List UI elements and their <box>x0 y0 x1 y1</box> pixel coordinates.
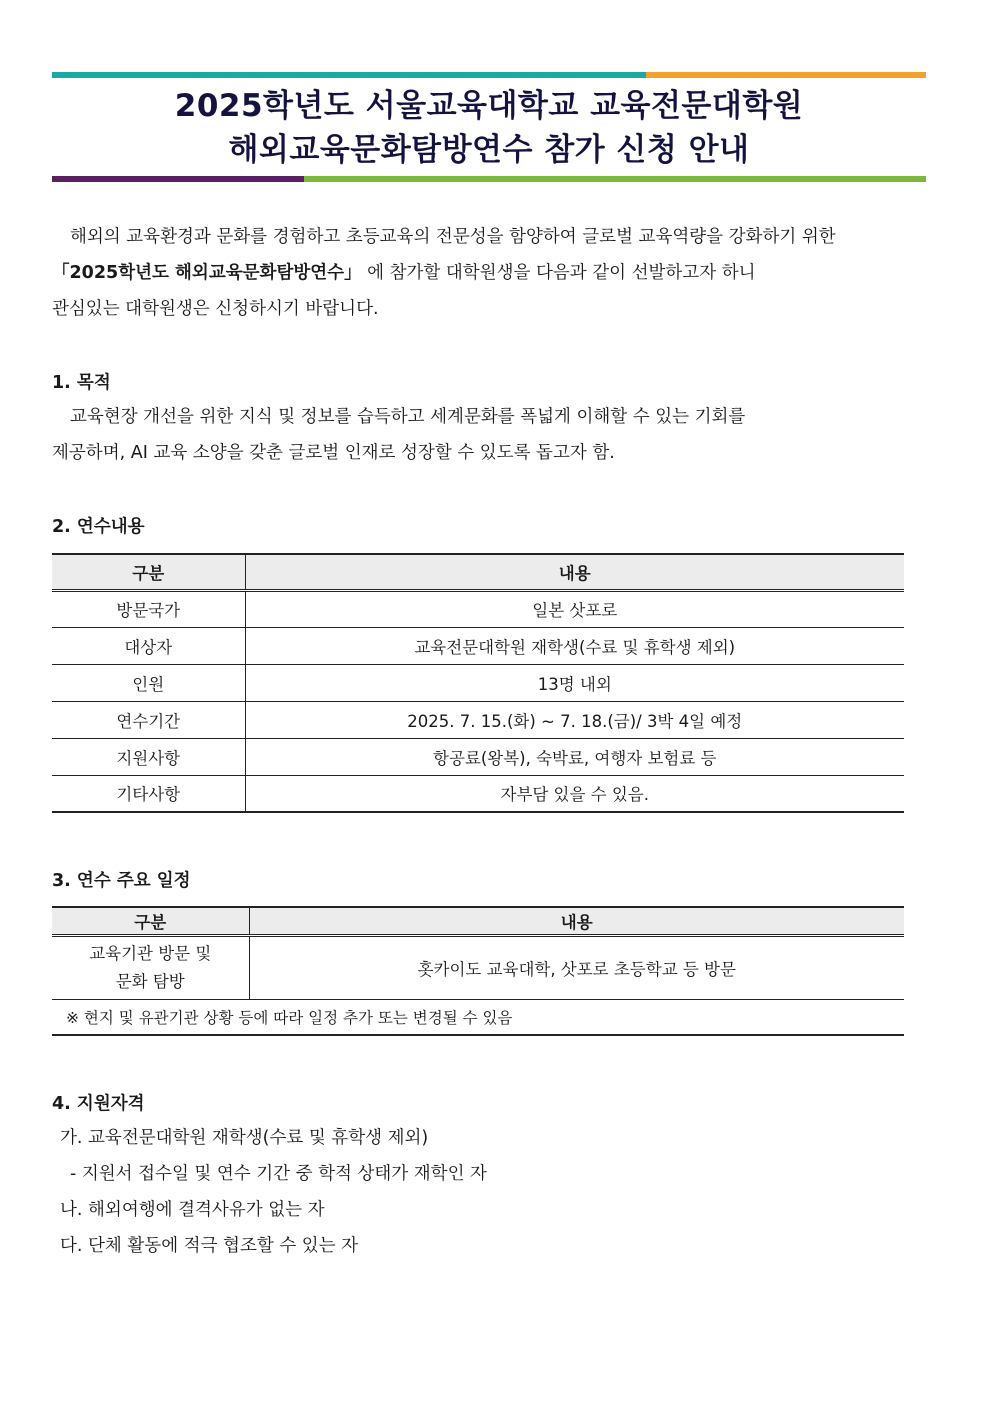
bottom-bar-green <box>304 176 926 182</box>
schedule-table <box>52 906 904 1036</box>
row-label-line1: 교육기관 방문 및 <box>89 943 212 963</box>
row-label <box>52 935 249 999</box>
column-header: 구분 <box>52 907 249 935</box>
bottom-bar-purple <box>52 176 304 182</box>
column-header: 내용 <box>245 554 904 590</box>
table-row <box>52 664 904 701</box>
row-value: 13명 내외 <box>245 664 904 701</box>
row-label: 연수기간 <box>52 701 245 738</box>
row-value: 자부담 있을 수 있음. <box>245 775 904 812</box>
section1-heading: 1. 목적 <box>52 373 111 393</box>
table-note-row <box>52 999 904 1035</box>
page-title-line1: 2025학년도 서울교육대학교 교육전문대학원 <box>174 88 804 124</box>
training-content-table <box>52 553 904 813</box>
section4-heading: 4. 지원자격 <box>52 1094 145 1114</box>
row-value: 홋카이도 교육대학, 삿포로 초등학교 등 방문 <box>249 935 904 999</box>
list-subitem: - 지원서 접수일 및 연수 기간 중 학적 상태가 재학인 자 <box>70 1164 487 1184</box>
schedule-note: ※ 현지 및 유관기관 상황 등에 따라 일정 추가 또는 변경될 수 있음 <box>52 999 904 1035</box>
list-item: 나. 해외여행에 결격사유가 없는 자 <box>60 1200 325 1220</box>
intro-line2 <box>52 255 922 291</box>
row-label: 대상자 <box>52 627 245 664</box>
list-item: 다. 단체 활동에 적극 협조할 수 있는 자 <box>60 1236 359 1256</box>
intro-line3: 관심있는 대학원생은 신청하시기 바랍니다. <box>52 299 379 319</box>
eligibility-list <box>60 1120 487 1264</box>
row-value: 항공료(왕복), 숙박료, 여행자 보험료 등 <box>245 738 904 775</box>
table-row <box>52 701 904 738</box>
intro-line1: 해외의 교육환경과 문화를 경험하고 초등교육의 전문성을 함양하여 글로벌 교육역량을 강화하기 위한 <box>70 227 836 247</box>
table-header-row <box>52 907 904 935</box>
row-label: 방문국가 <box>52 590 245 627</box>
row-label: 인원 <box>52 664 245 701</box>
section1-body <box>52 399 922 471</box>
intro-paragraph <box>52 219 922 327</box>
row-label: 지원사항 <box>52 738 245 775</box>
top-bar-teal <box>52 72 646 78</box>
list-item: 가. 교육전문대학원 재학생(수료 및 휴학생 제외) <box>60 1128 429 1148</box>
column-header: 구분 <box>52 554 245 590</box>
table-row <box>52 627 904 664</box>
row-label-line2: 문화 탐방 <box>115 971 185 991</box>
section3-heading: 3. 연수 주요 일정 <box>52 871 191 891</box>
column-header: 내용 <box>249 907 904 935</box>
intro-line2-rest: 에 참가할 대학원생을 다음과 같이 선발하고자 하니 <box>361 263 756 283</box>
row-value: 일본 삿포로 <box>245 590 904 627</box>
page-title-line2: 해외교육문화탐방연수 참가 신청 안내 <box>228 132 750 168</box>
top-bar-orange <box>646 72 926 78</box>
table-header-row <box>52 554 904 590</box>
section1-line2: 제공하며, AI 교육 소양을 갖춘 글로벌 인재로 성장할 수 있도록 돕고자 함. <box>52 443 615 463</box>
row-value: 교육전문대학원 재학생(수료 및 휴학생 제외) <box>245 627 904 664</box>
section2-heading: 2. 연수내용 <box>52 517 145 537</box>
table-row <box>52 935 904 999</box>
section1-line1: 교육현장 개선을 위한 지식 및 정보를 습득하고 세계문화를 폭넓게 이해할 수 있는 기회를 <box>70 407 746 427</box>
table-row <box>52 775 904 812</box>
table-row <box>52 738 904 775</box>
row-label: 기타사항 <box>52 775 245 812</box>
row-value: 2025. 7. 15.(화) ~ 7. 18.(금)/ 3박 4일 예정 <box>245 701 904 738</box>
table-row <box>52 590 904 627</box>
program-name: 「2025학년도 해외교육문화탐방연수」 <box>52 263 362 283</box>
